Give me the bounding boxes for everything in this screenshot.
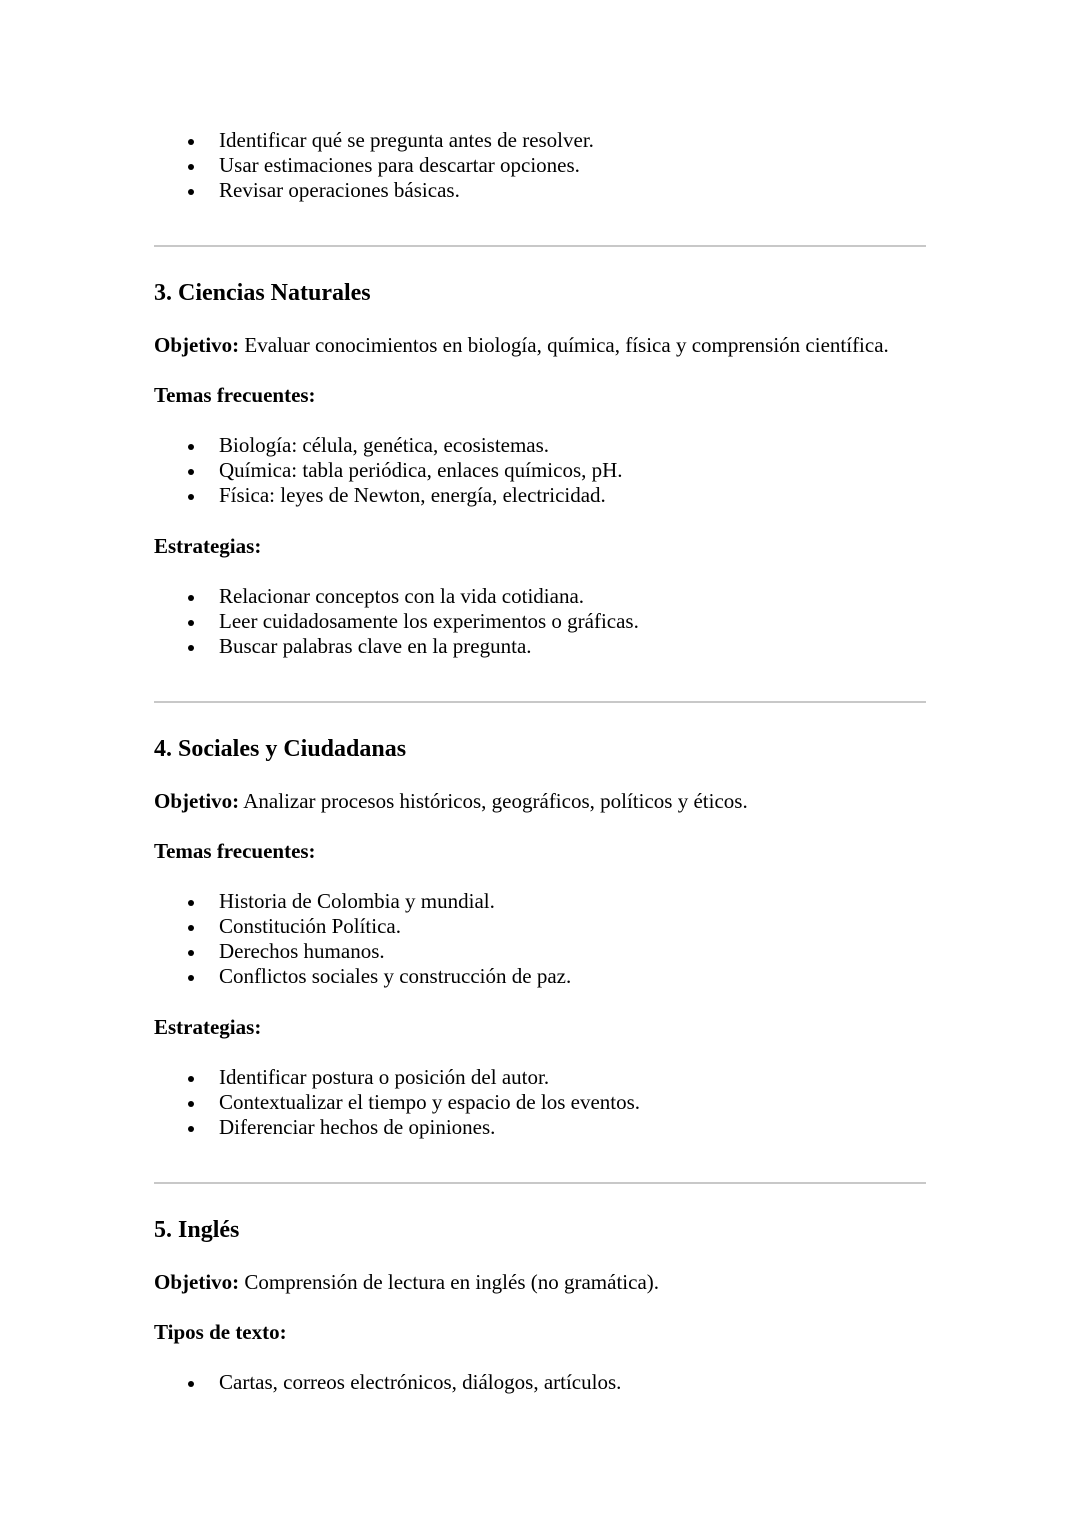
objective-label: Objetivo: <box>154 789 240 813</box>
objective-paragraph <box>154 788 926 814</box>
list-item: Cartas, correos electrónicos, diálogos, artículos. <box>154 1370 926 1395</box>
objective-paragraph <box>154 332 926 358</box>
list-item: Contextualizar el tiempo y espacio de los eventos. <box>154 1090 926 1115</box>
list-item: Derechos humanos. <box>154 939 926 964</box>
topics-list <box>154 889 926 989</box>
list-item: Revisar operaciones básicas. <box>154 178 926 203</box>
section-title: 4. Sociales y Ciudadanas <box>154 736 407 762</box>
strategies-heading: Estrategias: <box>154 1015 262 1039</box>
objective-text: Evaluar conocimientos en biología, química, física y comprensión científica. <box>239 333 889 357</box>
list-item: Buscar palabras clave en la pregunta. <box>154 634 926 659</box>
strategies-list <box>154 584 926 659</box>
objective-paragraph <box>154 1269 926 1295</box>
list-item: Física: leyes de Newton, energía, electricidad. <box>154 483 926 508</box>
strategies-heading: Estrategias: <box>154 534 262 558</box>
list-item: Identificar postura o posición del autor. <box>154 1065 926 1090</box>
list-item: Constitución Política. <box>154 914 926 939</box>
list-item: Identificar qué se pregunta antes de resolver. <box>154 128 926 153</box>
topics-list <box>154 433 926 508</box>
list-item: Diferenciar hechos de opiniones. <box>154 1115 926 1140</box>
list-item: Usar estimaciones para descartar opciones. <box>154 153 926 178</box>
text-types-list <box>154 1370 926 1395</box>
objective-text: Comprensión de lectura en inglés (no gramática). <box>239 1270 660 1294</box>
topics-heading: Temas frecuentes: <box>154 383 316 407</box>
strategies-list <box>154 1065 926 1140</box>
text-types-heading: Tipos de texto: <box>154 1320 287 1344</box>
list-item: Conflictos sociales y construcción de paz. <box>154 964 926 989</box>
list-item: Historia de Colombia y mundial. <box>154 889 926 914</box>
objective-label: Objetivo: <box>154 1270 240 1294</box>
list-item: Química: tabla periódica, enlaces químicos, pH. <box>154 458 926 483</box>
section-sociales-ciudadanas <box>154 734 926 1140</box>
list-item: Biología: célula, genética, ecosistemas. <box>154 433 926 458</box>
topics-heading: Temas frecuentes: <box>154 839 316 863</box>
list-item: Relacionar conceptos con la vida cotidiana. <box>154 584 926 609</box>
objective-label: Objetivo: <box>154 333 240 357</box>
section-ciencias-naturales <box>154 278 926 659</box>
section-title: 5. Inglés <box>154 1217 240 1243</box>
intro-bullet-list <box>154 128 926 203</box>
objective-text: Analizar procesos históricos, geográficos, políticos y éticos. <box>239 789 748 813</box>
list-item: Leer cuidadosamente los experimentos o gráficas. <box>154 609 926 634</box>
section-ingles <box>154 1215 926 1395</box>
section-title: 3. Ciencias Naturales <box>154 280 371 306</box>
document-content <box>154 128 926 1395</box>
